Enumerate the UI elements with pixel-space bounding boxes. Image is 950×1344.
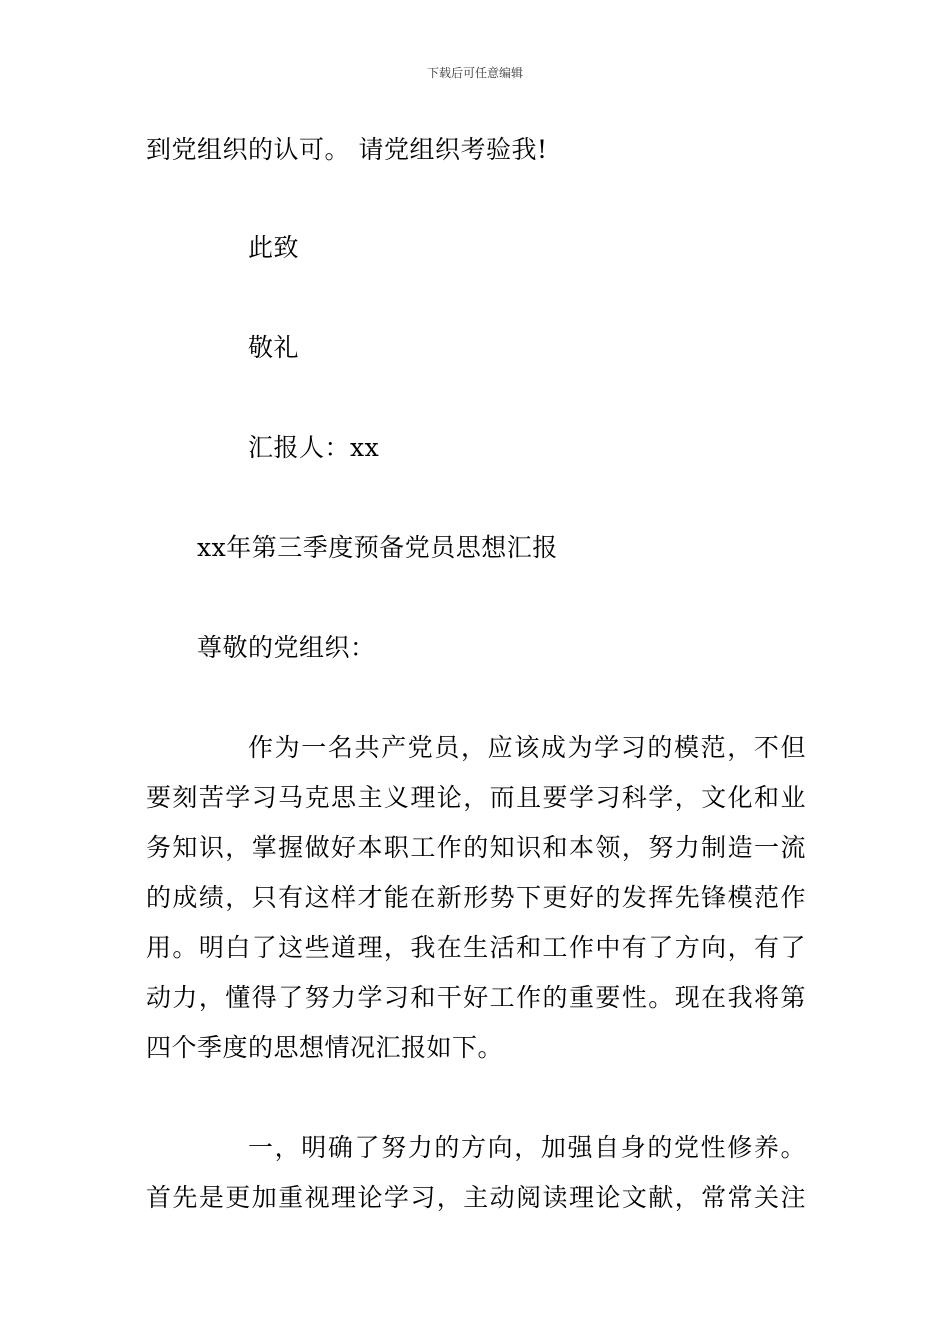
paragraph-1-line-7: 四个季度的思想情况汇报如下。 xyxy=(146,1033,504,1062)
salutation-jing-li: 敬礼 xyxy=(248,333,300,362)
salutation-ci-zhi: 此致 xyxy=(248,233,300,262)
paragraph-1-line-2: 要刻苦学习马克思主义理论，而且要学习科学，文化和业 xyxy=(146,783,806,812)
paragraph-1-line-4: 的成绩，只有这样才能在新形势下更好的发挥先锋模范作 xyxy=(146,883,806,912)
paragraph-2-line-1: 一，明确了努力的方向，加强自身的党性修养。 xyxy=(248,1133,806,1162)
page-header-note: 下载后可任意编辑 xyxy=(426,66,523,80)
paragraph-2-line-2: 首先是更加重视理论学习，主动阅读理论文献，常常关注 xyxy=(146,1183,806,1212)
paragraph-1-line-3: 务知识，掌握做好本职工作的知识和本领，努力制造一流 xyxy=(146,833,806,862)
report-title: xx年第三季度预备党员思想汇报 xyxy=(197,533,558,562)
paragraph-1-line-1: 作为一名共产党员，应该成为学习的模范，不但 xyxy=(248,733,806,762)
report-greeting: 尊敬的党组织： xyxy=(197,633,376,662)
reporter-signature: 汇报人：xx xyxy=(248,433,380,462)
paragraph-1-line-5: 用。明白了这些道理，我在生活和工作中有了方向，有了 xyxy=(146,933,806,962)
paragraph-1-line-6: 动力，懂得了努力学习和干好工作的重要性。现在我将第 xyxy=(146,983,806,1012)
closing-line: 到党组织的认可。 请党组织考验我! xyxy=(146,135,548,164)
